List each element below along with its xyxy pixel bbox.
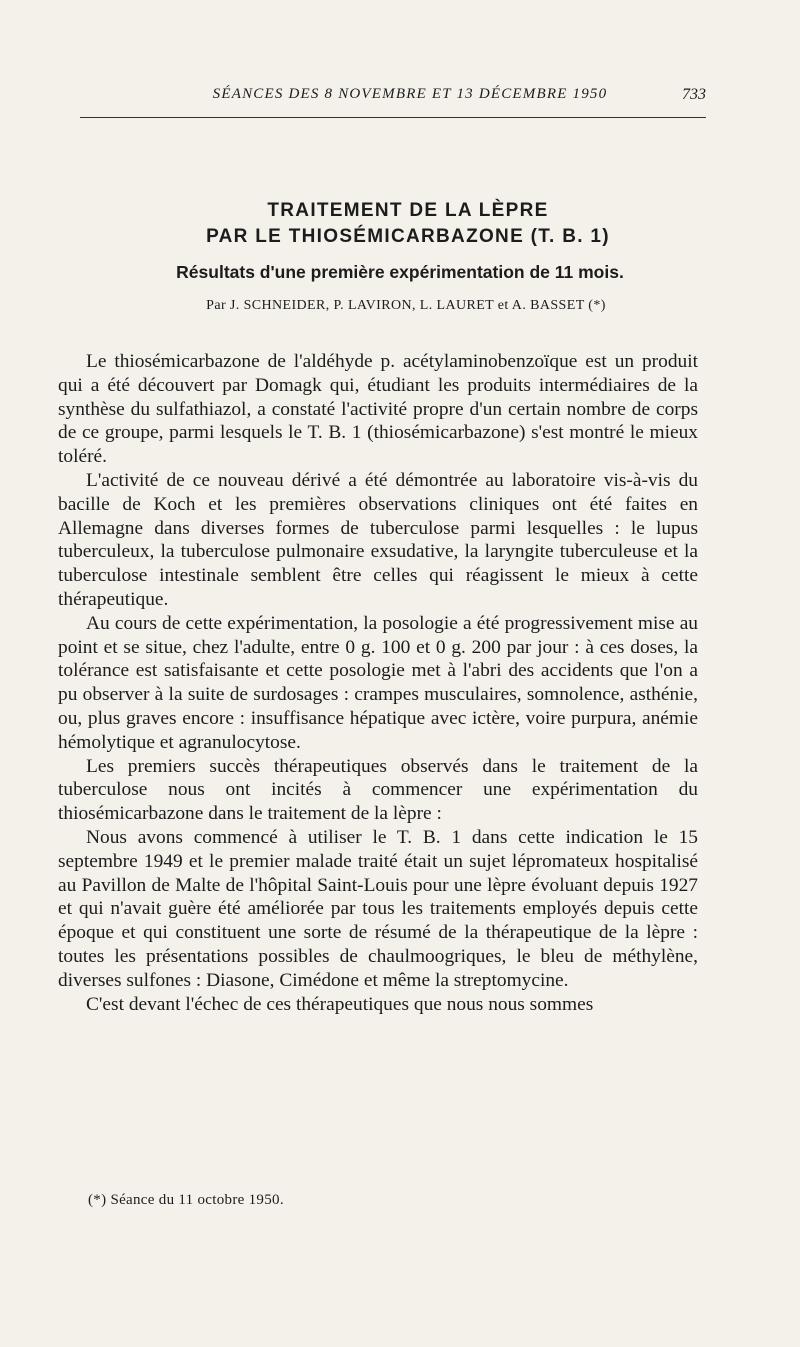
- article-title-block: [0, 198, 800, 314]
- header-rule: [80, 117, 706, 118]
- article-title-line-2: PAR LE THIOSÉMICARBAZONE (T. B. 1): [206, 226, 610, 247]
- paragraph: L'activité de ce nouveau dérivé a été démontrée au laboratoire vis-à-vis du bacille de Koch et les premières observations cliniques ont été faites en Allemagne dans diverses formes de tuberculose parmi lesquelles : le lupus tuberculeux, la tuberculose pulmonaire exsudative, la laryngite tuberculeuse et la tuberculose intestinale semblent être celles qui réagissent le mieux à cette thérapeutique.: [58, 469, 698, 610]
- article-body: [58, 350, 698, 1016]
- page-number: 733: [682, 86, 706, 103]
- running-head: [60, 86, 706, 110]
- paragraph: C'est devant l'échec de ces thérapeutiques que nous nous sommes: [86, 993, 594, 1015]
- paragraph: Nous avons commencé à utiliser le T. B. 1 dans cette indication le 15 septembre 1949 et le premier malade traité était un sujet lépromateux hospitalisé au Pavillon de Malte de l'hôpital Saint-Louis pour une lèpre évoluant depuis 1927 et qui n'avait guère été améliorée par tous les traitements employés depuis cette époque et qui constituent une sorte de résumé de la thérapeutique de la lèpre : toutes les présentations possibles de chaulmoogriques, le bleu de méthylène, diverses sulfones : Diasone, Cimédone et même la streptomycine.: [58, 826, 698, 991]
- article-subtitle: Résultats d'une première expérimentation de 11 mois.: [176, 262, 624, 282]
- paragraph: Le thiosémicarbazone de l'aldéhyde p. acétylaminobenzoïque est un produit qui a été découvert par Domagk qui, étudiant les produits intermédiaires de la synthèse du sulfathiazol, a constaté l'activité propre d'un certain nombre de corps de ce groupe, parmi lesquels le T. B. 1 (thiosémicarbazone) s'est montré le mieux toléré.: [58, 351, 698, 468]
- paragraph: Les premiers succès thérapeutiques observés dans le traitement de la tuberculose nous ont incités à commencer une expérimentation du thiosémicarbazone dans le traitement de la lèpre :: [58, 755, 698, 825]
- article-title-line-1: TRAITEMENT DE LA LÈPRE: [267, 200, 549, 221]
- footnote: (*) Séance du 11 octobre 1950.: [88, 1192, 284, 1208]
- paragraph: Au cours de cette expérimentation, la posologie a été progressivement mise au point et se situe, chez l'adulte, entre 0 g. 100 et 0 g. 200 par jour : à ces doses, la tolérance est satisfaisante et cette posologie met à l'abri des accidents que l'on a pu observer à la suite de surdosages : crampes musculaires, somnolence, asthénie, ou, plus graves encore : insuffisance hépatique avec ictère, voire purpura, anémie hémolytique et agranulocytose.: [58, 612, 698, 753]
- running-title: SÉANCES DES 8 NOVEMBRE ET 13 DÉCEMBRE 1950: [212, 86, 608, 102]
- article-authors: Par J. SCHNEIDER, P. LAVIRON, L. LAURET et A. BASSET (*): [206, 298, 606, 313]
